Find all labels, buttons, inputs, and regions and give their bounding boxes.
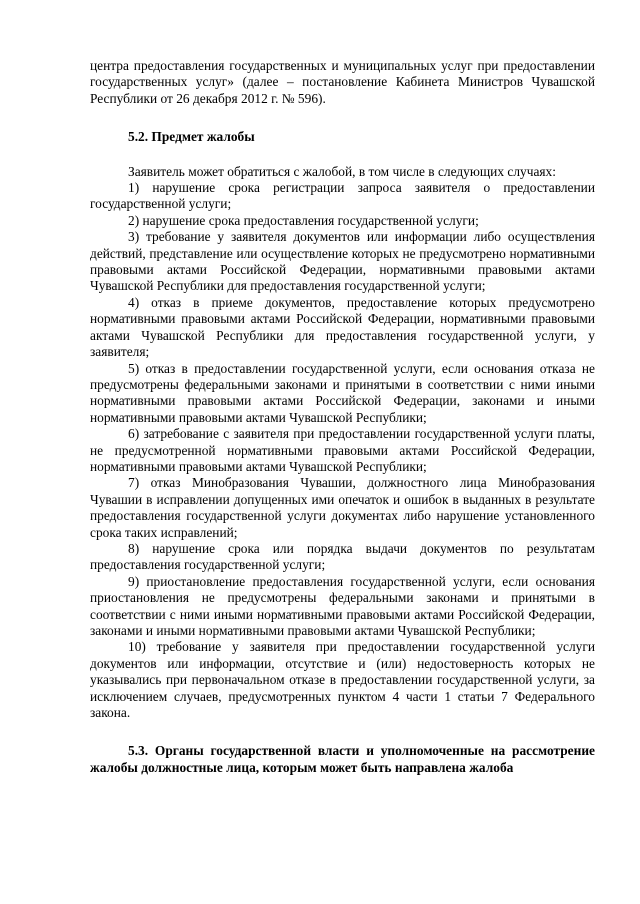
spacer	[90, 107, 595, 129]
list-item: 5) отказ в предоставлении государственной услуги, если основания отказа не предусмотрены федеральными законами и принятыми в соответствии с ними иными нормативными правовыми актами Российской Федерации, законами и иными нормативными правовыми актами Чувашской Республики;	[90, 360, 595, 425]
list-item: 10) требование у заявителя при предоставлении государственной услуги документов или информации, отсутствие и (или) недостоверность которых не указывались при первоначальном отказе в предоставлении государственной услуги, за исключением случаев, предусмотренных пунктом 4 части 1 статьи 7 Федерального закона.	[90, 639, 595, 721]
list-item: 3) требование у заявителя документов или информации либо осуществления действий, представление или осуществление которых не предусмотрено нормативными правовыми актами Российской Федерации, нормативными правовыми актами Чувашской Республики для предоставления государственной услуги;	[90, 229, 595, 294]
list-item: 4) отказ в приеме документов, предоставление которых предусмотрено нормативными правовыми актами Российской Федерации, нормативными правовыми актами Чувашской Республики для предоставления государственной услуги, у заявителя;	[90, 294, 595, 360]
spacer	[90, 721, 595, 743]
list-item: 9) приостановление предоставления государственной услуги, если основания приостановления не предусмотрены федеральными законами и принятыми в соответствии с ними иными нормативными правовыми актами Российской Федерации, законами и иными нормативными правовыми актами Чувашской Республики;	[90, 573, 595, 638]
list-item: 1) нарушение срока регистрации запроса заявителя о предоставлении государственной услуги;	[90, 180, 595, 212]
section-lead: Заявитель может обратиться с жалобой, в том числе в следующих случаях:	[128, 163, 556, 179]
intro-paragraph: центра предоставления государственных и муниципальных услуг при предоставлении государственных услуг» (далее – постановление Кабинета Министров Чувашской Республики от 26 декабря 2012 г. № 596).	[90, 58, 595, 106]
document-page	[90, 58, 595, 776]
list-item: 8) нарушение срока или порядка выдачи документов по результатам предоставления государственной услуги;	[90, 540, 595, 573]
list-item: 6) затребование с заявителя при предоставлении государственной услуги платы, не предусмотренной нормативными правовыми актами Российской Федерации, нормативными правовыми актами Чувашской Республики;	[90, 426, 595, 474]
spacer	[90, 146, 595, 164]
section-heading-5-2: 5.2. Предмет жалобы	[128, 129, 255, 145]
list-item: 7) отказ Минобразования Чувашии, должностного лица Минобразования Чувашии в исправлении допущенных ими опечаток и ошибок в выданных в результате предоставления государственной услуги документах либо нарушение установленного срока таких исправлений;	[90, 475, 595, 540]
list-item: 2) нарушение срока предоставления государственной услуги;	[128, 212, 479, 228]
section-heading-5-3: 5.3. Органы государственной власти и уполномоченные на рассмотрение жалобы должностные лица, которым может быть направлена жалоба	[90, 743, 595, 775]
